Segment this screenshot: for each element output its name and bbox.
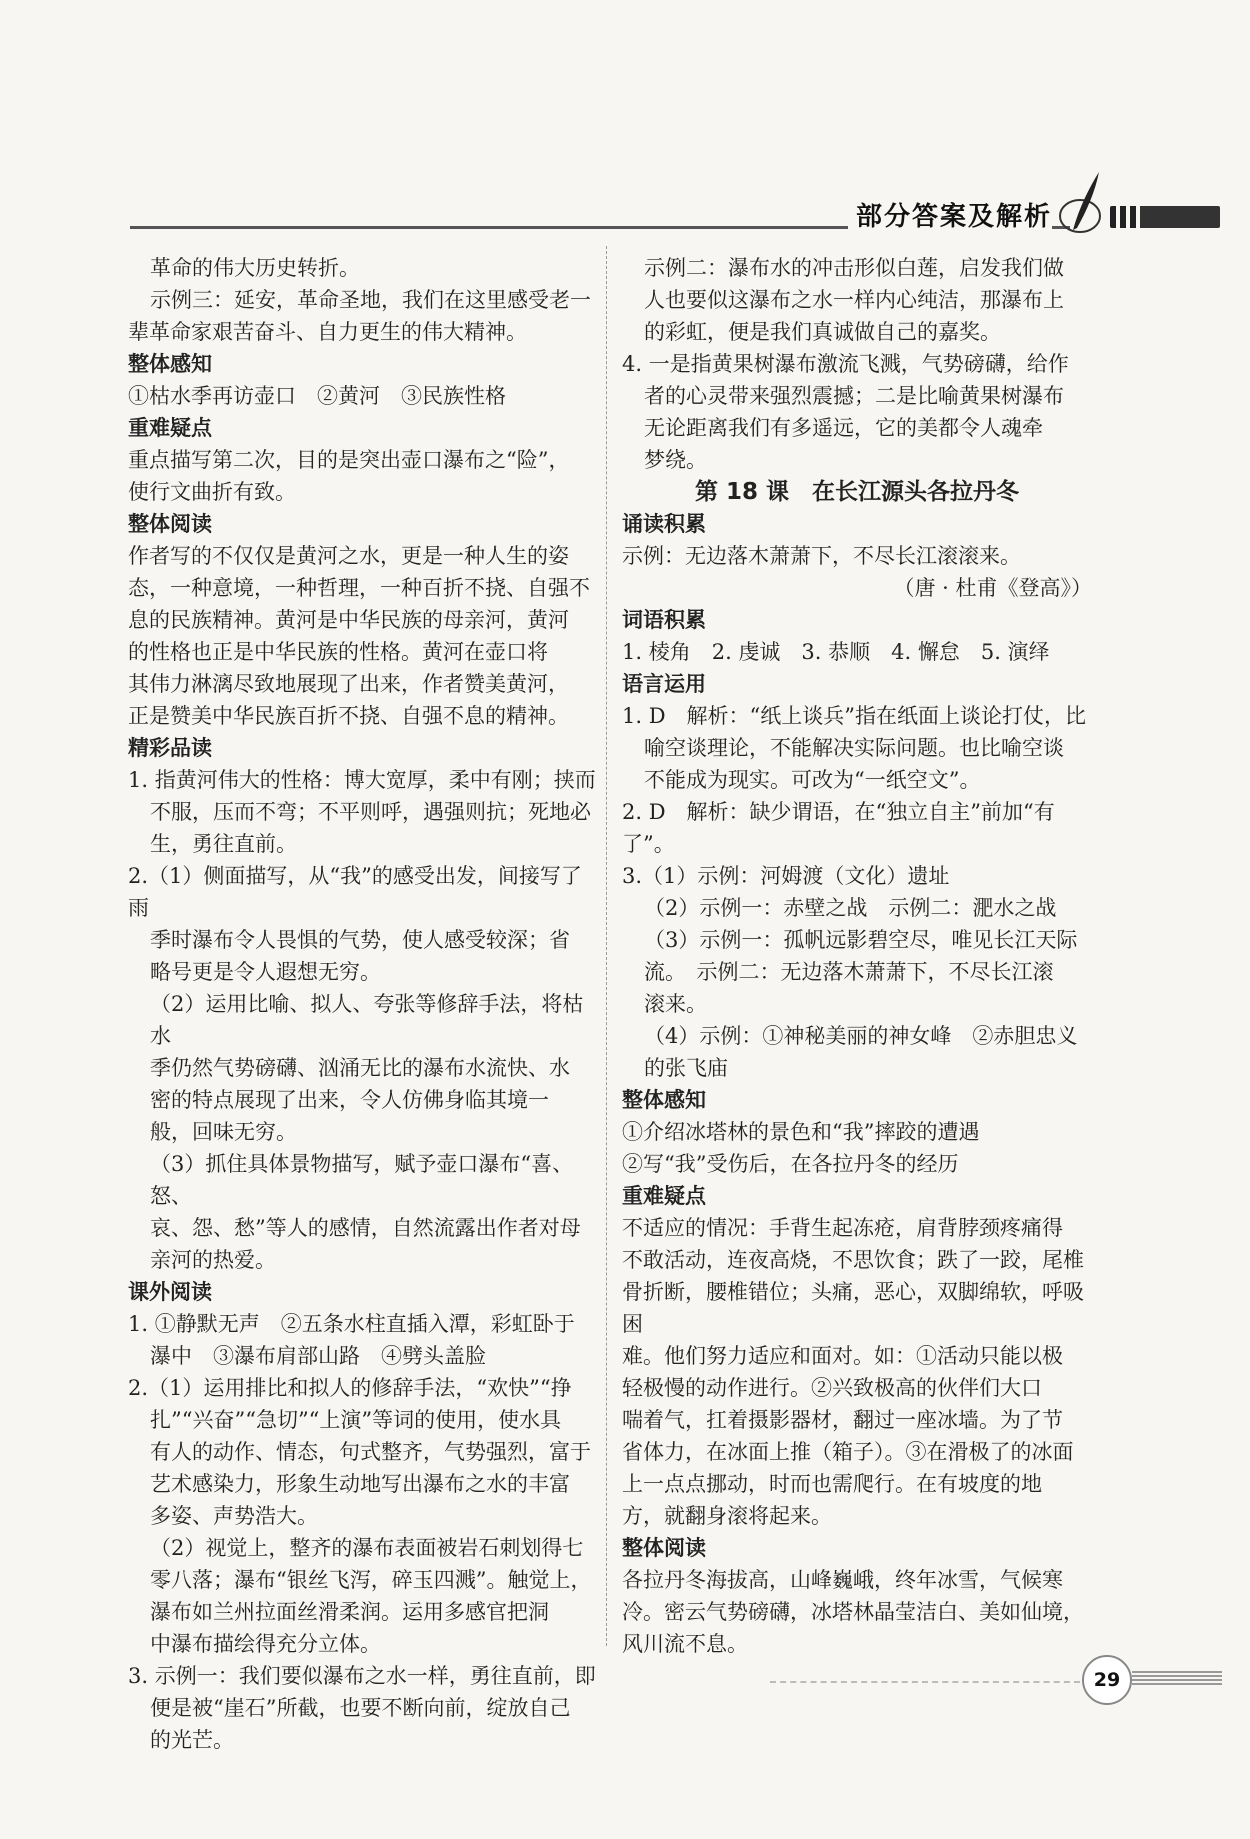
text-line: 3. 示例一：我们要似瀑布之水一样，勇往直前，即	[128, 1664, 596, 1688]
text-line: 轻极慢的动作进行。②兴致极高的伙伴们大口	[622, 1376, 1042, 1400]
text-line: 风川流不息。	[622, 1632, 748, 1656]
text-line: 季仍然气势磅礴、汹涌无比的瀑布水流快、水	[150, 1056, 570, 1080]
text-line: 瀑中 ③瀑布肩部山路 ④劈头盖脸	[150, 1344, 486, 1368]
text-line: 流。 示例二：无边落木萧萧下，不尽长江滚	[644, 960, 1054, 984]
text-line: 艺术感染力，形象生动地写出瀑布之水的丰富	[150, 1472, 570, 1496]
text-line: 亲河的热爱。	[150, 1248, 276, 1272]
section-heading: 词语积累	[622, 608, 706, 632]
text-line: 4. 一是指黄果树瀑布激流飞溅，气势磅礴，给作	[622, 352, 1069, 376]
text-line: 示例二：瀑布水的冲击形似白莲，启发我们做	[644, 256, 1064, 280]
page-number: 29	[1082, 1655, 1132, 1705]
text-line: 略号更是令人遐想无穷。	[150, 960, 381, 984]
text-line: 息的民族精神。黄河是中华民族的母亲河，黄河	[128, 608, 569, 632]
text-line: 有人的动作、情态，句式整齐，气势强烈，富于	[150, 1440, 591, 1464]
text-line: 作者写的不仅仅是黄河之水，更是一种人生的姿	[128, 544, 569, 568]
text-line: 季时瀑布令人畏惧的气势，使人感受较深；省	[150, 928, 570, 952]
text-line: 喘着气，扛着摄影器材，翻过一座冰墙。为了节	[622, 1408, 1063, 1432]
section-heading: 重难疑点	[128, 416, 212, 440]
text-line: 的彩虹，便是我们真诚做自己的嘉奖。	[644, 320, 1001, 344]
text-line: 者的心灵带来强烈震撼；二是比喻黄果树瀑布	[644, 384, 1064, 408]
text-line: （4）示例：①神秘美丽的神女峰 ②赤胆忠义	[644, 1024, 1078, 1048]
page-footer	[770, 1655, 1220, 1695]
text-line: 1. ①静默无声 ②五条水柱直插入潭，彩虹卧于	[128, 1312, 575, 1336]
text-line: （2）运用比喻、拟人、夸张等修辞手法，将枯水	[150, 992, 584, 1048]
text-line: 1. D 解析：“纸上谈兵”指在纸面上谈论打仗，比	[622, 704, 1087, 728]
text-line: 重点描写第二次，目的是突出壶口瀑布之“险”，	[128, 448, 570, 472]
text-line: 正是赞美中华民族百折不挠、自强不息的精神。	[128, 704, 569, 728]
left-column	[128, 252, 598, 1756]
section-heading: 语言运用	[622, 672, 706, 696]
right-column	[622, 252, 1092, 1660]
text-line: 的光芒。	[150, 1728, 234, 1752]
text-line: （2）示例一：赤壁之战 示例二：淝水之战	[644, 896, 1057, 920]
text-line: ①介绍冰塔林的景色和“我”摔跤的遭遇	[622, 1120, 980, 1144]
text-line: 骨折断，腰椎错位；头痛，恶心，双脚绵软，呼吸困	[622, 1280, 1084, 1336]
footer-stripes-decoration	[1132, 1669, 1222, 1685]
text-line: 不适应的情况：手背生起冻疮，肩背脖颈疼痛得	[622, 1216, 1063, 1240]
text-line: 滚来。	[644, 992, 707, 1016]
text-line: 难。他们努力适应和面对。如：①活动只能以极	[622, 1344, 1063, 1368]
section-heading: 重难疑点	[622, 1184, 706, 1208]
text-line: （3）抓住具体景物描写，赋予壶口瀑布“喜、怒、	[150, 1152, 574, 1208]
section-heading: 整体感知	[128, 352, 212, 376]
text-line: 示例：无边落木萧萧下，不尽长江滚滚来。	[622, 544, 1021, 568]
footer-dash-line	[770, 1681, 1080, 1683]
text-line: 1. 棱角 2. 虔诚 3. 恭顺 4. 懈怠 5. 演绎	[622, 640, 1050, 664]
text-line: 不能成为现实。可改为“一纸空文”。	[644, 768, 981, 792]
section-heading: 诵读积累	[622, 512, 706, 536]
text-line: 上一点点挪动，时而也需爬行。在有坡度的地	[622, 1472, 1042, 1496]
text-line: 3.（1）示例：河姆渡（文化）遗址	[622, 864, 950, 888]
column-divider	[606, 246, 608, 1646]
text-line: 哀、怨、愁”等人的感情，自然流露出作者对母	[150, 1216, 581, 1240]
text-line: 方，就翻身滚将起来。	[622, 1504, 832, 1528]
text-line: 梦绕。	[644, 448, 707, 472]
text-line: ①枯水季再访壶口 ②黄河 ③民族性格	[128, 384, 506, 408]
text-line: （3）示例一：孤帆远影碧空尽，唯见长江天际	[644, 928, 1078, 952]
text-line: 无论距离我们有多遥远，它的美都令人魂牵	[644, 416, 1043, 440]
section-heading: 精彩品读	[128, 736, 212, 760]
text-line: 生，勇往直前。	[150, 832, 297, 856]
text-line: 示例三：延安，革命圣地，我们在这里感受老一	[150, 288, 591, 312]
section-heading: 整体阅读	[622, 1536, 706, 1560]
text-line: 不敢活动，连夜高烧，不思饮食；跌了一跤，尾椎	[622, 1248, 1084, 1272]
text-line: 中瀑布描绘得充分立体。	[150, 1632, 381, 1656]
text-line: 零八落；瀑布“银丝飞泻，碎玉四溅”。触觉上，	[150, 1568, 592, 1592]
header-bars-decoration	[1110, 206, 1220, 228]
source-citation: （唐 · 杜甫《登高》）	[893, 576, 1092, 600]
lesson-title: 第 18 课 在长江源头各拉丹冬	[694, 479, 1020, 505]
text-line: 不服，压而不弯；不平则呼，遇强则抗；死地必	[150, 800, 591, 824]
page-header	[130, 196, 1220, 236]
text-line: 2.（1）侧面描写，从“我”的感受出发，间接写了雨	[128, 864, 582, 920]
text-line: 其伟力淋漓尽致地展现了出来，作者赞美黄河，	[128, 672, 569, 696]
text-line: 2.（1）运用排比和拟人的修辞手法，“欢快”“挣	[128, 1376, 572, 1400]
text-line: 密的特点展现了出来，令人仿佛身临其境一	[150, 1088, 549, 1112]
quill-icon	[1055, 168, 1105, 238]
text-line: 各拉丹冬海拔高，山峰巍峨，终年冰雪，气候寒	[622, 1568, 1063, 1592]
text-line: 辈革命家艰苦奋斗、自力更生的伟大精神。	[128, 320, 527, 344]
text-line: （2）视觉上，整齐的瀑布表面被岩石刺划得七	[150, 1536, 584, 1560]
section-heading: 课外阅读	[128, 1280, 212, 1304]
text-line: 便是被“崖石”所截，也要不断向前，绽放自己	[150, 1696, 571, 1720]
text-line: 瀑布如兰州拉面丝滑柔润。运用多感官把洞	[150, 1600, 549, 1624]
text-line: 态，一种意境，一种哲理，一种百折不挠、自强不	[128, 576, 590, 600]
text-line: 人也要似这瀑布之水一样内心纯洁，那瀑布上	[644, 288, 1064, 312]
text-line: 1. 指黄河伟大的性格：博大宽厚，柔中有刚；挟而	[128, 768, 596, 792]
text-line: 喻空谈理论，不能解决实际问题。也比喻空谈	[644, 736, 1064, 760]
text-line: 般，回味无穷。	[150, 1120, 297, 1144]
text-line: 革命的伟大历史转折。	[150, 256, 360, 280]
section-heading: 整体阅读	[128, 512, 212, 536]
header-title: 部分答案及解析	[848, 196, 1052, 233]
text-line: 的性格也正是中华民族的性格。黄河在壶口将	[128, 640, 548, 664]
text-line: 扎”“兴奋”“急切”“上演”等词的使用，使水具	[150, 1408, 562, 1432]
text-line: 2. D 解析：缺少谓语，在“独立自主”前加“有了”。	[622, 800, 1055, 856]
text-line: 多姿、声势浩大。	[150, 1504, 318, 1528]
text-line: ②写“我”受伤后，在各拉丹冬的经历	[622, 1152, 959, 1176]
text-line: 冷。密云气势磅礴，冰塔林晶莹洁白、美如仙境，	[622, 1600, 1084, 1624]
text-line: 使行文曲折有致。	[128, 480, 296, 504]
text-line: 省体力，在冰面上推（箱子）。③在滑极了的冰面	[622, 1440, 1074, 1464]
text-line: 的张飞庙	[644, 1056, 728, 1080]
section-heading: 整体感知	[622, 1088, 706, 1112]
